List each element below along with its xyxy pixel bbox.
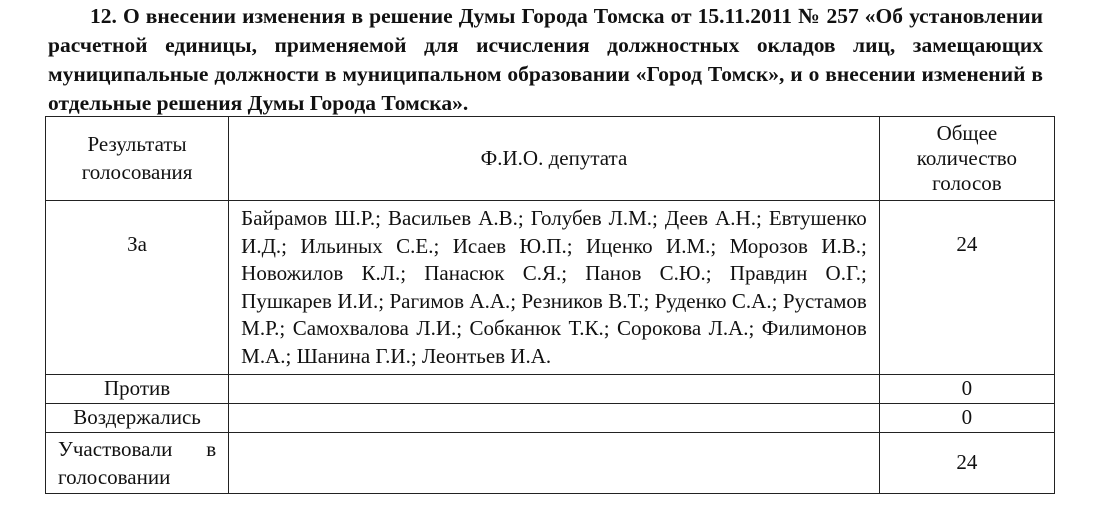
result-label-abstained: Воздержались: [46, 404, 229, 433]
deputies-abstained-list: [229, 404, 880, 433]
table-row-against: [46, 375, 1055, 404]
table-row-abstained: [46, 404, 1055, 433]
total-against: 0: [879, 375, 1054, 404]
deputies-participated-list: [229, 433, 880, 494]
table-row-for: [46, 201, 1055, 375]
deputies-against-list: [229, 375, 880, 404]
voting-results-table: [45, 116, 1055, 494]
total-for: 24: [879, 201, 1054, 375]
deputies-for-list: Байрамов Ш.Р.; Васильев А.В.; Голубев Л.М.; Деев А.Н.; Евтушенко И.Д.; Ильиных С.Е.; Исаев Ю.П.; Иценко И.М.; Морозов И.В.; Новожилов К.Л.; Панасюк С.Я.; Панов С.Ю.; Правдин О.Г.; Пушкарев И.И.; Рагимов А.А.; Резников В.Т.; Руденко С.А.; Рустамов М.Р.; Самохвалова Л.И.; Собканюк Т.К.; Сорокова Л.А.; Филимонов М.А.; Шанина Г.И.; Леонтьев И.А.: [229, 201, 880, 375]
resolution-heading-text: 12. О внесении изменения в решение Думы Города Томска от 15.11.2011 № 257 «Об установлении расчетной единицы, применяемой для исчисления должностных окладов лиц, замещающих муниципальные должности в муниципальном образовании «Город Томск», и о внесении изменений в отдельные решения Думы Города Томска».: [48, 4, 1043, 115]
header-deputy-name: Ф.И.О. депутата: [229, 117, 880, 201]
total-abstained: 0: [879, 404, 1054, 433]
table-row-participated: [46, 433, 1055, 494]
header-total-votes: Общее количество голосов: [879, 117, 1054, 201]
table-header-row: [46, 117, 1055, 201]
result-label-participated: Участвовали в голосовании: [46, 433, 229, 494]
total-participated: 24: [879, 433, 1054, 494]
result-label-against: Против: [46, 375, 229, 404]
resolution-heading: [48, 2, 1043, 118]
result-label-for: За: [46, 201, 229, 375]
header-voting-result: Результаты голосования: [46, 117, 229, 201]
